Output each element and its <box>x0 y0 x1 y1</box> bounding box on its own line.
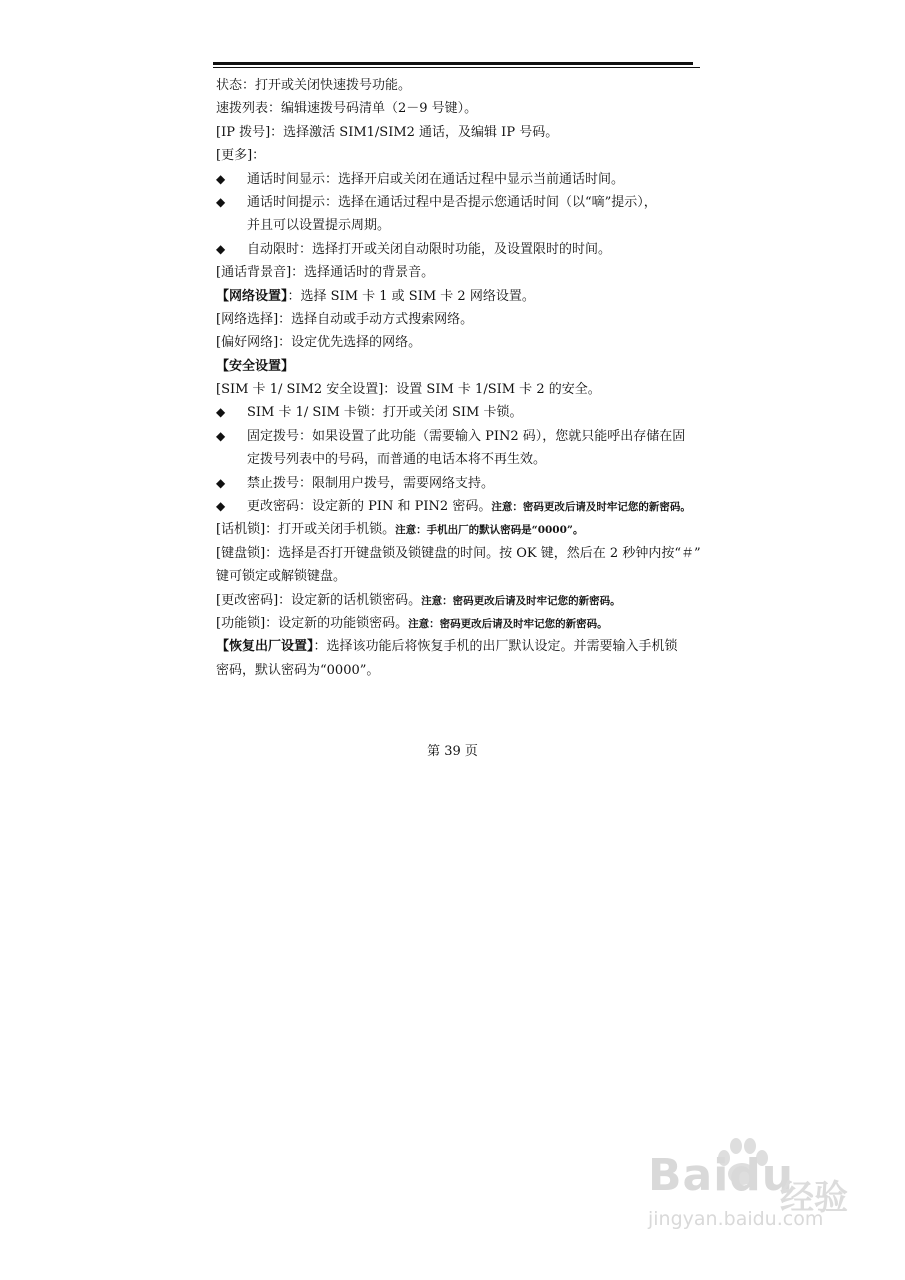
section-heading: 【网络设置】 <box>216 288 288 304</box>
text-line <box>216 589 706 612</box>
text-line <box>216 285 706 308</box>
bullet-icon: ◆ <box>216 428 226 443</box>
text-line <box>216 308 706 331</box>
line-text: 速拨列表：编辑速拨号码清单（2－9 号键）。 <box>216 101 478 117</box>
document-body <box>216 74 706 682</box>
text-line <box>216 214 706 237</box>
line-text: ：选择 SIM 卡 1 或 SIM 卡 2 网络设置。 <box>287 288 535 304</box>
section-heading: 【恢复出厂设置】 <box>216 639 314 655</box>
bullet-icon: ◆ <box>216 405 226 420</box>
line-text: ：选择该功能后将恢复手机的出厂默认设定。并需要输入手机锁 <box>313 639 678 655</box>
text-line <box>216 144 706 167</box>
text-line <box>216 472 706 495</box>
bullet-icon: ◆ <box>216 194 226 209</box>
line-text: 通话时间显示：选择开启或关闭在通话过程中显示当前通话时间。 <box>247 171 625 187</box>
watermark-cn: 经验 <box>780 1178 848 1218</box>
note-text: 注意：密码更改后请及时牢记您的新密码。 <box>491 501 691 514</box>
text-line <box>216 74 706 97</box>
text-line <box>216 168 706 191</box>
line-text: [键盘锁]：选择是否打开键盘锁及锁键盘的时间。按 OK 键，然后在 2 秒钟内按“＃” <box>216 545 701 561</box>
line-text: [网络选择]：选择自动或手动方式搜索网络。 <box>216 311 474 327</box>
note-text: 注意：密码更改后请及时牢记您的新密码。 <box>421 594 621 607</box>
line-text: [功能锁]：设定新的功能锁密码。 <box>216 615 409 631</box>
line-text: 状态：打开或关闭快速拨号功能。 <box>216 78 412 93</box>
text-line <box>216 331 706 354</box>
bullet-icon: ◆ <box>216 475 226 490</box>
line-text: 定拨号列表中的号码，而普通的电话本将不再生效。 <box>247 452 547 468</box>
line-text: [偏好网络]：设定优先选择的网络。 <box>216 335 422 351</box>
bullet-icon: ◆ <box>216 171 226 186</box>
text-line <box>216 635 706 658</box>
line-text: 禁止拨号：限制用户拨号，需要网络支持。 <box>247 475 495 491</box>
line-text: 更改密码：设定新的 PIN 和 PIN2 密码。 <box>247 499 492 515</box>
line-text: [IP 拨号]：选择激活 SIM1/SIM2 通话，及编辑 IP 号码。 <box>216 124 559 140</box>
text-line <box>216 612 706 635</box>
line-text: [更多]： <box>216 148 266 164</box>
line-text: [通话背景音]：选择通话时的背景音。 <box>216 265 435 281</box>
text-line <box>216 191 706 214</box>
baidu-watermark <box>640 1150 880 1260</box>
text-line <box>216 565 706 588</box>
line-text: 并且可以设置提示周期。 <box>247 218 391 234</box>
text-line <box>216 659 706 682</box>
text-line <box>216 401 706 424</box>
text-line <box>216 238 706 261</box>
line-text: 键可锁定或解锁键盘。 <box>216 569 347 585</box>
line-text: SIM 卡 1/ SIM 卡锁：打开或关闭 SIM 卡锁。 <box>247 405 523 421</box>
text-line <box>216 542 706 565</box>
watermark-url: jingyan.baidu.com <box>648 1208 824 1230</box>
bullet-icon: ◆ <box>216 499 226 514</box>
page-number: 第 39 页 <box>427 744 478 759</box>
watermark-logo: Baidu <box>648 1150 795 1201</box>
line-text: [SIM 卡 1/ SIM2 安全设置]：设置 SIM 卡 1/SIM 卡 2 的安全。 <box>216 382 601 398</box>
line-text: 固定拨号：如果设置了此功能（需要输入 PIN2 码），您就只能呼出存储在固 <box>247 428 686 444</box>
bullet-icon: ◆ <box>216 241 226 256</box>
text-line <box>216 495 706 518</box>
text-line <box>216 97 706 120</box>
line-text: 密码，默认密码为“0000”。 <box>216 662 380 678</box>
text-line <box>216 355 706 378</box>
section-heading: 【安全设置】 <box>216 358 295 374</box>
note-text: 注意：密码更改后请及时牢记您的新密码。 <box>408 617 608 630</box>
line-text: [话机锁]：打开或关闭手机锁。 <box>216 522 396 538</box>
line-text: [更改密码]：设定新的话机锁密码。 <box>216 592 422 608</box>
text-line <box>216 425 706 448</box>
text-line <box>216 448 706 471</box>
text-line <box>216 121 706 144</box>
text-line <box>216 261 706 284</box>
header-rule-thin <box>213 67 700 68</box>
note-text: 注意：手机出厂的默认密码是“0000”。 <box>395 524 584 537</box>
line-text: 通话时间提示：选择在通话过程中是否提示您通话时间（以“嘀”提示）， <box>247 194 657 210</box>
header-rule <box>213 62 693 65</box>
line-text: 自动限时：选择打开或关闭自动限时功能，及设置限时的时间。 <box>247 241 612 257</box>
text-line <box>216 378 706 401</box>
text-line <box>216 518 706 541</box>
